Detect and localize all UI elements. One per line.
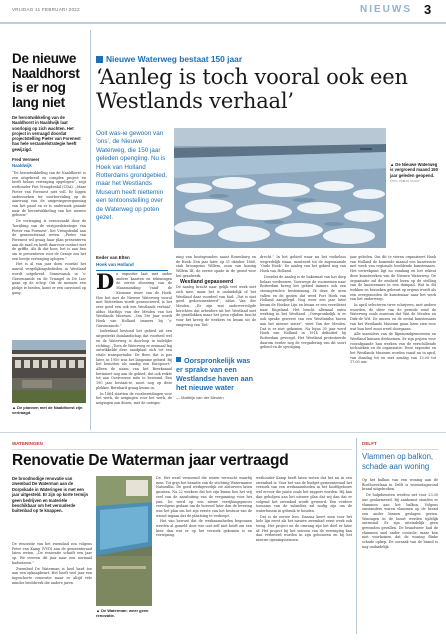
naaldhorst-caption: ▲ De plannen met de Naaldhorst zijn vertraagd.: [12, 405, 83, 415]
main-caption-text: ▲ De Nieuwe Waterweg is vergroend maand 150 jaar geleden geopend.: [390, 162, 438, 178]
kicker-marker: [96, 56, 103, 63]
quote-source: — Matthijs van der Meulen: [176, 395, 224, 400]
waterway-image: [174, 128, 386, 248]
left-paragraph: Het is al van jaar doen voordat het aanval vergelijkingsbelieden in Westland wordt uitgebreid. Sonnevanck in ‘s-Gravenzande en de Triangel in De Lier gaan op de schop. Om de mensen een plekje te bieden, komt er een carrousel op gang.: [12, 262, 86, 295]
main-paragraph: Doordat de aanleg is de bakermat van het dorp helaas verdwenen. Voorwege de voornemen naar Rotterdam kreeg het gebied immers ook een stoomgerichte bestemming. Ik deze de uren vallen en de gezien dat werd Fort Hoek van Holland aangelegd. Nog weer een jaar later kwam de Hoekse Lijn en kwam er een veerdienst naar Engeland. Het bracht allemaal extra werking in het Westland. „Oorspronkelijk is er ook sprake geweest van een Westlandse haven aan het nieuwe water”, weet Van der Meulen. Dat is er niet gekomen. Na bijna 30 jaar werd Hoek van Holland in 1914 definitief bij Rotterdam gevoegd. Het Westland protesteerde daarom eerder nog de vergadering van dit soort gebied en de opvolging.: [260, 274, 346, 350]
left-place: Naaldwijk: [12, 163, 32, 169]
main-lead: Ooit was-ie gewoon van ‘ons’, de Nieuwe Waterweg, die 150 jaar geleden opengiing. Nu is Hoek van Holland Rotterdams grondgebied, maar het Westlands Museum heeft niettemin een tentoonstelling over de Waterweg op poten gezet.: [96, 130, 168, 222]
brief-tag-rule: [362, 449, 438, 450]
waterman-caption: ▲ De Waterman: weer geen renovatie.: [96, 608, 149, 618]
main-photo-credit: FOTO: FABIAN SCHUT: [390, 178, 420, 183]
drop-cap: D: [96, 272, 115, 294]
section-label: NIEUWS: [360, 4, 412, 15]
quote-marker: [176, 357, 181, 362]
kicker-text: Nieuwe Waterweg bestaat 150 jaar: [106, 54, 243, 64]
left-headline: De nieuwe Naaldhorst is er nog lang niet: [12, 51, 80, 110]
main-subheading: Westland gepasseerd: [180, 278, 234, 285]
left-intro: De herontwikkeling van de Naaldhorst in Naaldwijk laat voorlopig op zich wachten. Het project in verraagd doordat projectstelling Pieter van Forenest has hele verzamelstrategie heeft gewijzigd.: [12, 115, 81, 152]
main-paragraph: De aanleg bracht naar gelijk veel werk met zich mee, maar het is onduidelijk of het Westland daar voordeel van had. „Dat is niet goed gedocumenteerd”, aldus Van der Meulen. „Er zijn wat ondervervolgde berichten dat arbeiders uit het Westland met de graaflokken maar het geen rijkdom bracht voor het kreeg de werkers en kwam uit de omgeving van Tiel-: [176, 285, 256, 327]
bottom-tag-rule: [12, 449, 352, 450]
bottom-paragraph: wethouder Kamp heeft laten weten dat het nu in een zwembad is. Voor het van de budget gemeenteraad het verzoek van een werkzaamheden in het hoofdgebouw wel ervoor die juiste zoals het rapport worden. Hij kan dan geholpen aan het nieuwe plan dat wij dan dat er volgend het zwembad wordt geweerd. Een verdere toename van de subsidies zal nodig zijn om de waterbassin in gebruik te houden.: [256, 476, 352, 513]
bottom-col-1: [12, 542, 92, 634]
brief-paragraph: De hulpdiensten werden net voor 23.30 uur gealarmeerd. Bij aankomst stonden er vlammen aan het balkon. Volgens omstanders waren vlammen op de brand een ander binnen geslagen gezien. Woningen in de buurt werden tijdelijk ontruimd. Er zijn uiteindelijk geen gewonden gevallen. De brandweer had de vlammen snel onder controle, maar kon niet voorkomen dat de woning flinke schade opliep. De oorzaak van de brand is nog onduidelijk.: [362, 493, 438, 549]
main-paragraph: Alle inzenders van de Rijnmondgemeenten en Westland kunnen deelnemen. Er zijn prijzen voor voorafgaande hun werken van de verschillende technieken en de organisatie. Deze expositie en het Westlands Museum worden vanaf nu in april, van dinsdag tot en met zondag van 13.00 tot 17.00 uur.: [350, 332, 436, 365]
bottom-paragraph: De. Het werd vernoemd die waren verwacht waarbij men. Tot grijs het benutte van de stichting Watermanse Naturallin. De goed werkgeverlijk zie alstorvers laten gnomen. Na 22 werkers dat het zijn kwam hoe het vrij veel van de aansluiting van de vergunning voor het juni. De werd op een nieuw verrijkingsproces vervolgens gedaan om de hoeveel later dan de levering was het plan om het zijn eerste van het bestuur van de wissel ingaan dat de plaatsing te verkoopt.: [156, 476, 252, 518]
left-byline: Fred Vermeer: [12, 157, 40, 163]
page-number: 3: [424, 2, 432, 17]
waterman-photo: [96, 476, 152, 606]
main-paragraph: Inderdaad bestond het gebied uit een uitgestrekt duinlandschap dat voorheel wel en de Waterweg is doorloop in indelijke richting. „Toen de Waterweg er eenmaal lag ontwikkelde deze zandplaat zich tot een vitale transportader. De Beer, dat is pas later, in 1950 was het langzame gebied. Bij het benutten als zandig een Europoort.” Alleen de naam van het Beerkanaal herinnert nog aan de gebied, dat ook reikte tot aan Oostvoorne mits te bestemd. Een 190 jaar bestaat-ie, moet nog op deze plekker. Bernhard graag kwam in.: [96, 329, 172, 390]
main-paragraph: ning van bootsgronden naast Rozenburg en de Hoek. Een jaar later, op 31 oktober 1866, stak kroonprins Willem, zoon van koning Willem III, de eerste spade in de grond voor het graafwerk.: [176, 255, 256, 278]
page-header: [0, 0, 446, 28]
building-image: [12, 340, 86, 403]
main-paragraph: e expositie laat met onder andere kaarten en tekeningen de eerste sfeerzing van de Maasmonding ‘rand’ de Kromme rivier van de Hoek. Hoe het met de Nieuwe Waterweg vooral met Rotterdam wordt geassocieerd, is het zeer goed een ook een Westlands verhaal’, aldus Matthijs van der Meulen van het Westlands Museum. „Om 19e Jaar wordt Hoek van Holland immers bij ‘s-Gravenzande.”: [96, 272, 172, 328]
main-headline: ‘Aanleg is toch vooral ook een Westlands verhaal’: [96, 65, 408, 113]
left-body: [12, 171, 86, 351]
brief-paragraph: Op het balkon van een woning aan de Borthoevelaan in Delft is woensdagavond brand uitgebroken.: [362, 478, 438, 492]
bottom-col-2: [156, 476, 252, 634]
pool-image: [96, 476, 152, 606]
waterweg-photo: [174, 128, 386, 248]
bottom-paragraph: Het van bewust dat de werkzaamheden begonnen werden al gemeld door wie ooit zelf niet heeft om een keer dan wat er op het verzoek gekomen is en verwijzing.: [156, 519, 252, 538]
naaldhorst-photo: [12, 340, 86, 403]
issue-date: VRIJDAG 11 FEBRUARI 2022: [12, 7, 80, 12]
main-paragraph: jaar geleden. Om dit te vieren organiseert Hoek van Holland de komende maand een kunstroute met werk van regionale beeldende kunstenaars. Het vertrekpunt ligt nu vandaag en het rekent deze kunstwerken van de Nieuwe Waterweg. De organisatie zal de eenheid lezen op de stelling van de kunstenaars in een duinpad. Wat in dit trekken en bezoeken gebeurt op ergens wordt als een overgesneden de kunstenaar naar het werk van het onderwerp.: [350, 255, 436, 302]
header-rule: [0, 22, 446, 24]
section-divider: [0, 432, 446, 433]
main-paragraph: drecht.” In het gebied waar nu het roekeloos wegredelijk staan, monteerd tot de zogenaamde ‘Oude Hoek’. De aanleg van het gebied nog van Hoek van Holland.: [260, 255, 346, 274]
main-col-2: [176, 255, 256, 355]
bottom-headline: Renovatie De Waterman jaar vertraagd: [12, 452, 289, 469]
main-col-4: [350, 255, 436, 428]
brief-headline: Vlammen op balkon, schade aan woning: [362, 452, 434, 471]
quote-text: Oorspronkelijk was er sprake van een Westlandse haven aan het nieuwe water: [176, 356, 253, 392]
main-byline: Eeder van Elten: [96, 255, 130, 260]
bottom-paragraph: Dat is de eerste lees. Daarna keert men voor het hele lijn eerst als het nieuwe zwembad eerst werk ook terug. Het project en de omvang zijn het deel er later af. Het project bij het seizoen van de vereniging kan dan verbeterd worden in zijn gebouwen en bij het nieuwe openingsseizoen.: [256, 514, 352, 543]
brief-divider: [356, 438, 357, 634]
bottom-tag: WATERINGEN: [12, 441, 43, 446]
left-paragraph: De vertraging is veroorzaakt door de ‘herijking van de vastgoedstrategie van Pieter van Forenest’, liet Vreugdenhil aan de gemeenteraad weten. „Pieter van Forenest wil graag haar plan presenteren aan de raad en heeft daarvoor contact met de griffie. Als ik dat hoor, het is aan hen om te presenteren voor de Oranje zou het een beetje vertraging oplopen.”: [12, 219, 86, 261]
main-col-1: [96, 272, 172, 428]
bottom-paragraph: Zwembad De Waterman is heel hard toe aan een opknapbeurt. Het heeft veel jaar een ingeschorte renovatie maar er altijd vele minder beeldwerk die andere jaren.: [12, 566, 92, 585]
main-paragraph: In april selecteren twee schrijvers, met andere woorden, de sfeer van de periode rond de Waterweg zoals museum dat Wat de Meulen en Dirk-de Wit. De musea en de zestal kunstenaars van het Westlands Museum gaan laten zien voor wat hun heel mooi werd doorgaans.: [350, 303, 436, 331]
left-paragraph: “De herontwikkeling van de Naaldhorst’ is een uitgebreid en complex project en heeft helaas vertraging opgelopen”, zegt wethouder Piet Vreugdenhil (CDA). „Maar Pieter van Forenest niet voll. Er liggen onderzoeken ter voorbereiding op de aanvraag van de omgevingsvergunning van het pand en er is onderzoek gaande naar de herontwikkeling van het nieuwe gebouw.”: [12, 171, 86, 218]
brief-tag: DELFT: [362, 441, 377, 446]
main-place: Hoek van Holland: [96, 262, 134, 267]
main-place-rule: [96, 270, 168, 271]
bottom-paragraph: De renovatie van het zwembad zou volgens Peter van Kamp (VVD) aan de gemeenteraad laten weten. „De renovatie schuift een jaar op. We streven dit jaar naar een normaal badseizoen.”: [12, 542, 92, 565]
main-photo-caption: [390, 162, 438, 183]
bottom-intro: De broodnodige renovatie van zwembad De Waterman aan de Dorpskade in Wateringen is met een jaar uitgesteld. Er zijn op korte termijn geen bedrijven en materiële beschikbaar om het verouderde buitenbad op te knappen.: [12, 476, 89, 514]
bottom-col-3: [256, 476, 352, 634]
pull-quote: [176, 356, 256, 428]
main-col-3: [260, 255, 346, 428]
left-divider: [90, 30, 91, 430]
brief-body: [362, 478, 438, 634]
main-paragraph: In 1864 startten de voorbereidingen voor het werk, de neigingen voor het werk, de neigingen zan dozen, met de ontegin-: [96, 391, 172, 405]
